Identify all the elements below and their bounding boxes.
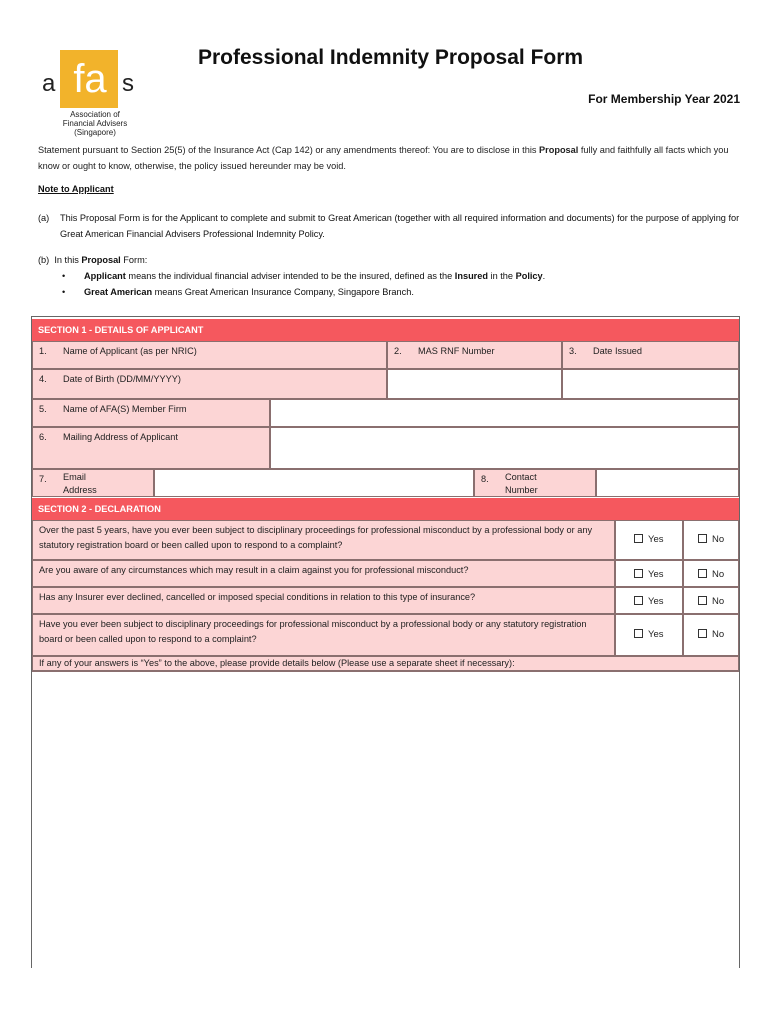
checkbox-icon[interactable] [634,534,643,543]
q4-no-option[interactable]: No [683,614,739,656]
details-prompt: If any of your answers is “Yes” to the above, please provide details below (Please use a separate sheet if necessary): [32,656,739,671]
contact-number-input[interactable] [596,469,739,497]
q4-yes-option[interactable]: Yes [615,614,683,656]
field-contact-number-label: 8. Contact Number [474,469,596,497]
page-title: Professional Indemnity Proposal Form [198,46,584,69]
field-date-issued[interactable]: 3. Date Issued [562,341,739,369]
field-mailing-address-label: 6. Mailing Address of Applicant [32,427,270,469]
field-member-firm-label: 5. Name of AFA(S) Member Firm [32,399,270,427]
note-b-intro: (b) In this Proposal Form: [38,255,148,265]
question-2: Are you aware of any circumstances which may result in a claim against you for professional misconduct? [32,560,615,587]
section1-header: SECTION 1 - DETAILS OF APPLICANT [32,319,739,341]
note-b-bullet-applicant: • Applicant means the individual financial adviser intended to be the insured, defined as the Insured in the Policy. [62,271,546,281]
question-1: Over the past 5 years, have you ever been subject to disciplinary proceedings for professional misconduct by a professional body or any statutory registration board or been called upon to respond to a complaint? [32,520,615,560]
email-input[interactable] [154,469,474,497]
checkbox-icon[interactable] [698,596,707,605]
afas-logo [40,50,140,140]
checkbox-icon[interactable] [634,629,643,638]
question-4: Have you ever been subject to disciplinary proceedings for professional misconduct by a professional body or any statutory registration board or been called upon to respond to a complaint? [32,614,615,656]
checkbox-icon[interactable] [634,569,643,578]
note-a-text: This Proposal Form is for the Applicant to complete and submit to Great American (together with all required information and documents) for the purpose of applying for Great American Financial Advisers Professional Indemnity Policy. [60,213,740,239]
logo-subtitle-line2: Financial Advisers [62,119,128,128]
details-textarea[interactable] [32,671,739,968]
mas-rnf-number-input[interactable] [387,369,562,399]
note-b-bullet-great-american: • Great American means Great American Insurance Company, Singapore Branch. [62,287,414,297]
q3-no-option[interactable]: No [683,587,739,614]
proposal-form [31,316,740,968]
logo-right-letter: s [122,70,134,97]
q1-no-option[interactable]: No [683,520,739,560]
member-firm-input[interactable] [270,399,739,427]
membership-year: For Membership Year 2021 [588,92,740,106]
logo-subtitle-line3: (Singapore) [74,128,116,137]
note-a-label: (a) [38,213,50,223]
field-name-of-applicant[interactable]: 1. Name of Applicant (as per NRIC) [32,341,387,369]
field-mas-rnf-number[interactable]: 2. MAS RNF Number [387,341,562,369]
field-date-of-birth-label: 4. Date of Birth (DD/MM/YYYY) [32,369,387,399]
statement-paragraph: Statement pursuant to Section 25(5) of the Insurance Act (Cap 142) or any amendments thereof: You are to disclose in this Proposal fully and faithfully all facts which you know or ought to know, otherwise, the policy issued hereunder may be void. [38,145,729,171]
checkbox-icon[interactable] [698,569,707,578]
checkbox-icon[interactable] [698,534,707,543]
section2-header: SECTION 2 - DECLARATION [32,498,739,520]
checkbox-icon[interactable] [698,629,707,638]
logo-subtitle-line1: Association of [70,110,120,119]
question-3: Has any Insurer ever declined, cancelled or imposed special conditions in relation to this type of insurance? [32,587,615,614]
note-a [38,210,740,242]
q3-yes-option[interactable]: Yes [615,587,683,614]
logo-center-letters: fa [73,57,107,101]
q1-yes-option[interactable]: Yes [615,520,683,560]
q2-yes-option[interactable]: Yes [615,560,683,587]
logo-subtitle [50,110,140,137]
q2-no-option[interactable]: No [683,560,739,587]
note-b [38,252,740,300]
field-email-label: 7. Email Address [32,469,154,497]
date-issued-input[interactable] [562,369,739,399]
mailing-address-input[interactable] [270,427,739,469]
checkbox-icon[interactable] [634,596,643,605]
logo-left-letter: a [42,70,56,97]
note-heading: Note to Applicant [38,184,114,194]
